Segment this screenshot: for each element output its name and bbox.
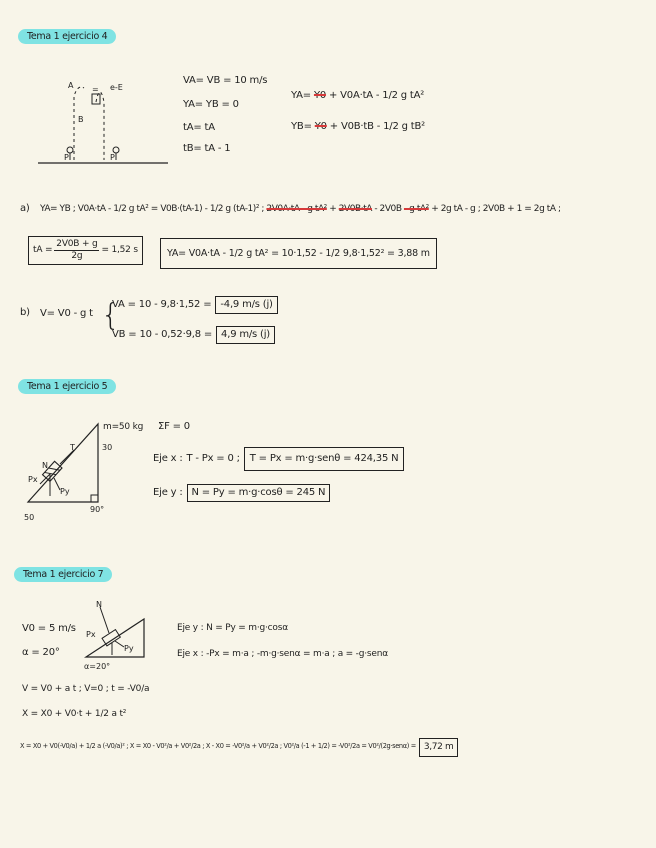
axis-x-equation	[153, 447, 404, 471]
part-a-main: YA= YB ; V0A·tA - 1/2 g tA² = V0B·(tA-1) - 1/2 g (tA-1)² ;	[40, 204, 264, 214]
result-time-box	[28, 236, 143, 265]
axis-x-label: Eje x :	[153, 453, 183, 464]
label-angle-ex7: α=20°	[84, 662, 111, 671]
result-height-box: YA= V0A·tA - 1/2 g tA² = 10·1,52 - 1/2 9,8·1,52² = 3,88 m	[160, 238, 437, 269]
result-time-num: 2V0B + g	[56, 239, 98, 249]
part-a-mid-1: +	[326, 204, 339, 214]
part-b-va-expr: VA = 10 - 9,8·1,52 =	[112, 299, 212, 310]
final-derivation	[20, 738, 458, 757]
angle-alpha: α = 20°	[22, 647, 60, 658]
part-a-label: a)	[20, 203, 30, 214]
equation-yb-rhs: + V0B·tB - 1/2 g tB²	[326, 121, 425, 132]
part-a-mid-2: - 2V0B	[371, 204, 404, 214]
inclined-block-diagram	[82, 600, 152, 671]
exercise-4-tag: Tema 1 ejercicio 4	[18, 29, 116, 44]
part-b-equation: V= V0 - g t	[40, 308, 93, 319]
label-p1: P	[64, 153, 69, 162]
part-b-brace: {	[101, 298, 120, 333]
exercise-5-tag: Tema 1 ejercicio 5	[18, 379, 116, 394]
equation-ya-struck: Y0	[313, 90, 327, 101]
mass-label: m=50 kg	[103, 422, 144, 432]
final-derivation-text: X = X0 + V0(-V0/a) + 1/2 a (-V0/a)² ; X = X0 - V0²/a + V0²/2a ; X - X0 = -V0²/a + V0²/2a ; V0²/a (-1 + 1/2) = -V0²/2a = V0²/(2g·senα) =	[20, 742, 416, 751]
distance-result-box: 3,72 m	[419, 738, 459, 757]
given-va-vb: VA= VB = 10 m/s	[183, 75, 268, 86]
label-px: Px	[28, 475, 38, 484]
part-a-tail: + 2g tA - g ; 2V0B + 1 = 2g tA ;	[428, 204, 561, 214]
given-ta: tA= tA	[183, 122, 215, 133]
result-time-den: 2g	[71, 250, 83, 261]
axis-x-ex7: Eje x : -Px = m·a ; -m·g·senα = m·a ; a = -g·senα	[177, 649, 388, 659]
tension-result-box: T = Px = m·g·senθ = 424,35 N	[244, 447, 405, 471]
label-n-ex7: N	[96, 600, 102, 609]
axis-y-ex7: Eje y : N = Py = m·g·cosα	[177, 623, 288, 633]
part-b-va	[112, 296, 278, 314]
label-e: e-E	[110, 83, 123, 92]
axis-y-equation	[153, 484, 330, 502]
part-a-struck-2: 2V0B·tA	[338, 204, 372, 214]
label-py-ex7: Py	[124, 644, 134, 653]
label-py: Py	[60, 487, 70, 496]
label-a: A	[68, 81, 74, 90]
equation-ya-lhs: YA=	[291, 90, 314, 101]
part-b-label: b)	[20, 307, 30, 318]
velocity-equation: V = V0 + a t ; V=0 ; t = -V0/a	[22, 684, 150, 694]
equation-yb-struck: Y0	[314, 121, 327, 132]
given-ya-yb: YA= YB = 0	[183, 99, 239, 110]
result-time-lhs: tA =	[33, 244, 53, 255]
label-px-ex7: Px	[86, 630, 96, 639]
exercise-7-tag: Tema 1 ejercicio 7	[14, 567, 112, 582]
part-b-vb-expr: VB = 10 - 0,52·9,8 =	[112, 329, 213, 340]
part-b-vb-box: 4,9 m/s (j)	[216, 326, 275, 344]
part-a-struck-3: - g tA²	[403, 204, 429, 214]
label-p2: P	[110, 153, 115, 162]
given-tb: tB= tA - 1	[183, 143, 231, 154]
equation-yb	[291, 121, 425, 133]
label-b: B	[78, 115, 84, 124]
result-time-fraction	[54, 239, 99, 262]
normal-result-box: N = Py = m·g·cosθ = 245 N	[187, 484, 331, 502]
position-equation: X = X0 + V0·t + 1/2 a t²	[22, 709, 127, 719]
sum-forces: ΣF = 0	[158, 421, 190, 432]
initial-velocity: V0 = 5 m/s	[22, 623, 76, 634]
towers-diagram	[34, 74, 174, 184]
part-a-struck-1: 2V0A·tA - g tA²	[266, 204, 327, 214]
part-b-vb	[112, 326, 275, 344]
label-90: 90°	[90, 505, 105, 514]
axis-x-expr: T - Px = 0 ;	[186, 453, 240, 464]
label-top: =	[92, 85, 99, 94]
equation-ya	[291, 90, 424, 102]
axis-y-label: Eje y :	[153, 487, 183, 498]
label-30: 30	[102, 443, 113, 452]
label-n: N	[42, 461, 48, 470]
result-time-rhs: = 1,52 s	[101, 244, 138, 255]
label-50: 50	[24, 513, 35, 522]
equation-yb-lhs: YB=	[291, 121, 315, 132]
part-a-equation	[40, 204, 561, 215]
part-b-va-box: -4,9 m/s (j)	[215, 296, 277, 314]
equation-ya-rhs: + V0A·tA - 1/2 g tA²	[326, 90, 425, 101]
label-t: T	[70, 443, 75, 452]
